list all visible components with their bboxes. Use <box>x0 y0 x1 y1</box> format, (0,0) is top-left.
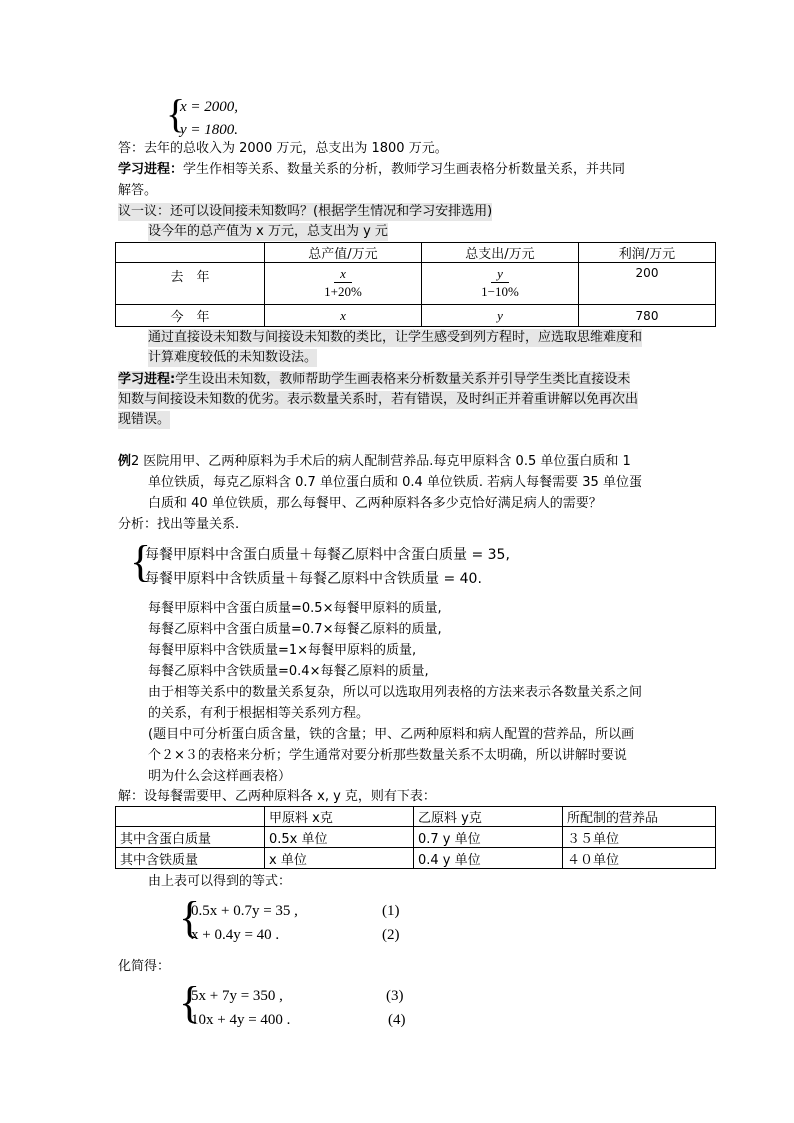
brace-relations: { <box>130 537 152 586</box>
fraction-y <box>481 266 519 301</box>
table-1-row-this-year <box>116 305 716 327</box>
system3-tag1: (3) <box>386 988 404 1004</box>
relation-3: 每餐甲原料中含铁质量=1×每餐甲原料的质量, <box>148 643 417 658</box>
system2-tag2: (2) <box>382 927 400 943</box>
relation-system-line1: 每餐甲原料中含蛋白质量＋每餐乙原料中含蛋白质量 = 35, <box>145 547 510 563</box>
table-1-header <box>116 243 716 263</box>
table-1-corner <box>116 243 265 263</box>
table-2-row2-product: ４０单位 <box>563 848 716 869</box>
relation-2: 每餐乙原料中含蛋白质量=0.7×每餐乙原料的质量, <box>148 622 442 637</box>
table-2-header-a: 甲原料 x克 <box>265 807 414 827</box>
from-table-line: 由上表可以得到的等式： <box>148 874 292 889</box>
setup-line: 设今年的总产值为 x 万元，总支出为 y 元 <box>148 224 388 239</box>
compare-line1: 通过直接设未知数与间接设未知数的类比，让学生感受到列方程时，应选取思维难度和 <box>148 330 643 345</box>
compare-line2: 计算难度较低的未知数设法。 <box>148 350 318 365</box>
fraction-x-den: 1+20% <box>324 284 362 299</box>
example-2-text1: 医院用甲、乙两种原料为手术后的病人配制营养品.每克甲原料含 0.5 单位蛋白质和 1 <box>143 454 631 469</box>
table-1-profit-last-year: 200 <box>579 263 716 305</box>
table-2-row1-a: 0.5x 单位 <box>265 827 414 848</box>
process-2-line3: 现错误。 <box>118 412 171 427</box>
table-1-header-expense: 总支出/万元 <box>422 243 579 263</box>
table-2-row1-b: 0.7 y 单位 <box>414 827 563 848</box>
table-1-header-profit: 利润/万元 <box>579 243 716 263</box>
example-2-num: 2 <box>131 454 140 469</box>
table-1-cell-y-frac <box>422 263 579 305</box>
process-2-label: 学习进程: <box>118 372 176 387</box>
table-2-row2-b: 0.4 y 单位 <box>414 848 563 869</box>
system2-tag1: (1) <box>382 903 400 919</box>
table-2-header-b: 乙原料 y克 <box>414 807 563 827</box>
example-2-line2: 单位铁质，每克乙原料含 0.7 单位蛋白质和 0.4 单位铁质. 若病人每餐需要 35 单位蛋 <box>148 475 642 490</box>
example-2-line1 <box>118 453 631 471</box>
complex-line1: 由于相等关系中的数量关系复杂，所以可以选取用列表格的方法来表示各数量关系之间 <box>148 685 643 700</box>
table-1-x-this-year: x <box>265 305 422 327</box>
system1-line2: y = 1800. <box>180 122 239 138</box>
brace-2: { <box>179 893 201 942</box>
answer-1: 答：去年的总收入为 2000 万元，总支出为 1800 万元。 <box>118 141 448 156</box>
table-2 <box>115 806 716 869</box>
table-1-header-output: 总产值/万元 <box>265 243 422 263</box>
table-2-row1-product: ３５单位 <box>563 827 716 848</box>
table-2-row2-a: x 单位 <box>265 848 414 869</box>
table-1 <box>115 242 716 327</box>
table-2-corner <box>116 807 265 827</box>
system3-tag2: (4) <box>388 1012 406 1028</box>
example-2-line3: 白质和 40 单位铁质，那么每餐甲、乙两种原料各多少克恰好满足病人的需要？ <box>148 496 602 511</box>
discuss-line: 议一议：还可以设间接未知数吗？(根据学生情况和学习安排选用) <box>118 204 493 219</box>
table-1-profit-this-year: 780 <box>579 305 716 327</box>
note-line3: 明为什么会这样画表格） <box>148 769 292 784</box>
table-2-row2-label: 其中含铁质量 <box>116 848 265 869</box>
simplify-line: 化简得： <box>118 959 171 974</box>
system1-line1: x = 2000, <box>180 99 239 115</box>
note-line1: (题目中可分析蛋白质含量，铁的含量；甲、乙两种原料和病人配置的营养品，所以画 <box>148 727 635 742</box>
table-1-y-this-year: y <box>422 305 579 327</box>
process-2-line1 <box>118 371 630 389</box>
solution-intro: 解：设每餐需要甲、乙两种原料各 x, y 克，则有下表： <box>118 789 436 804</box>
process-2-line2: 知数与间接设未知数的优劣。表示数量关系时，若有错误，及时纠正并着重讲解以免再次出 <box>118 392 639 407</box>
fraction-y-den: 1−10% <box>481 284 519 299</box>
table-2-row1-label: 其中含蛋白质量 <box>116 827 265 848</box>
note-line2: 个２×３的表格来分析；学生通常对要分析那些数量关系不太明确，所以讲解时要说 <box>148 748 627 763</box>
system2-eq1: 0.5x + 0.7y = 35 , <box>191 903 298 919</box>
brace-1: { <box>166 91 186 136</box>
system3-eq1: 5x + 7y = 350 , <box>191 988 283 1004</box>
process-1-text: 学生作相等关系、数量关系的分析，教师学习生画表格分析数量关系，并共同 <box>183 162 626 177</box>
process-1-label: 学习进程： <box>118 162 184 177</box>
relation-system-line2: 每餐甲原料中含铁质量＋每餐乙原料中含铁质量 = 40. <box>145 571 482 587</box>
system3-eq2: 10x + 4y = 400 . <box>191 1012 291 1028</box>
process-1-line2: 解答。 <box>118 183 158 198</box>
system2-eq2: x + 0.4y = 40 . <box>191 927 280 943</box>
table-1-cell-x-frac <box>265 263 422 305</box>
table-1-label-last-year: 去 年 <box>116 263 265 305</box>
example-2-label: 例 <box>118 454 132 469</box>
fraction-x-num: x <box>334 266 352 283</box>
process-1-line1 <box>118 161 625 179</box>
relation-4: 每餐乙原料中含铁质量=0.4×每餐乙原料的质量, <box>148 664 429 679</box>
fraction-x <box>324 266 362 301</box>
table-2-header-product: 所配制的营养品 <box>563 807 716 827</box>
process-2-text: 学生设出未知数，教师帮助学生画表格来分析数量关系并引导学生类比直接设未 <box>175 372 631 387</box>
fraction-y-num: y <box>491 266 509 283</box>
relation-1: 每餐甲原料中含蛋白质量=0.5×每餐甲原料的质量, <box>148 601 442 616</box>
table-row <box>116 848 716 869</box>
analysis-line: 分析：找出等量关系. <box>118 517 240 532</box>
complex-line2: 的关系，有利于根据相等关系列方程。 <box>148 706 370 721</box>
table-1-row-last-year <box>116 263 716 305</box>
table-1-label-this-year: 今 年 <box>116 305 265 327</box>
brace-3: { <box>179 978 201 1027</box>
table-2-header <box>116 807 716 827</box>
table-row <box>116 827 716 848</box>
